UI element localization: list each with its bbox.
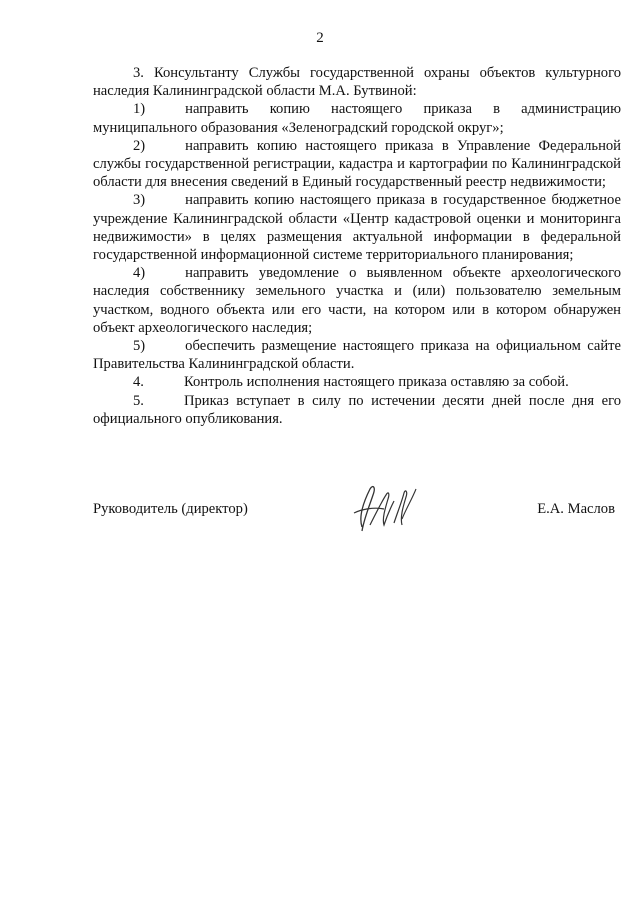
subitem-1 [93, 100, 621, 136]
page-number: 2 [316, 30, 324, 46]
subitem-text: направить уведомление о выявленном объекте археологического наследия собственнику земельного участка и (или) пользователю земельным участком, водного объекта или его части, на котором или в котором обнаружен объект археологического наследия; [93, 265, 621, 336]
handwritten-signature [340, 479, 432, 539]
subitem-text: направить копию настоящего приказа в Управление Федеральной службы государственной регистрации, кадастра и картографии по Калининградской области для внесения сведений в Единый государственный реестр недвижимости; [93, 137, 621, 191]
paragraph-5 [93, 392, 621, 428]
subitem-text: направить копию настоящего приказа в администрацию муниципального образования «Зеленоградский городской округ»; [93, 101, 621, 136]
subitem-2 [93, 137, 621, 192]
subitem-5 [93, 337, 621, 373]
paragraph-4 [93, 373, 621, 391]
subitem-number: 2) [133, 137, 146, 154]
signatory-title: Руководитель (директор) [93, 501, 248, 517]
paragraph-number: 3. [133, 65, 144, 81]
paragraph-text: Консультанту Службы государственной охраны объектов культурного наследия Калининградской области М.А. Бутвиной: [93, 65, 621, 100]
subitem-3 [93, 191, 621, 264]
signature-block [93, 496, 621, 536]
subitem-text: направить копию настоящего приказа в государственное бюджетное учреждение Калининградской области «Центр кадастровой оценки и мониторинга недвижимости» в целях размещения актуальной информации в федеральной государственной информационной системе территориального планирования; [93, 192, 621, 264]
subitem-number: 4) [133, 265, 146, 282]
paragraph-number: 5. [133, 392, 144, 409]
signatory-name: Е.А. Маслов [537, 501, 615, 517]
subitem-number: 3) [133, 192, 146, 209]
subitem-4 [93, 264, 621, 337]
document-body [93, 64, 621, 428]
subitem-number: 5) [133, 338, 146, 355]
paragraph-3 [93, 64, 621, 100]
subitem-number: 1) [133, 101, 146, 118]
paragraph-number: 4. [133, 374, 144, 391]
paragraph-text: Контроль исполнения настоящего приказа оставляю за собой. [183, 374, 569, 391]
paragraph-text: Приказ вступает в силу по истечении десяти дней после дня его официального опубликования. [93, 392, 621, 427]
subitem-text: обеспечить размещение настоящего приказа на официальном сайте Правительства Калининградской области. [93, 338, 621, 373]
